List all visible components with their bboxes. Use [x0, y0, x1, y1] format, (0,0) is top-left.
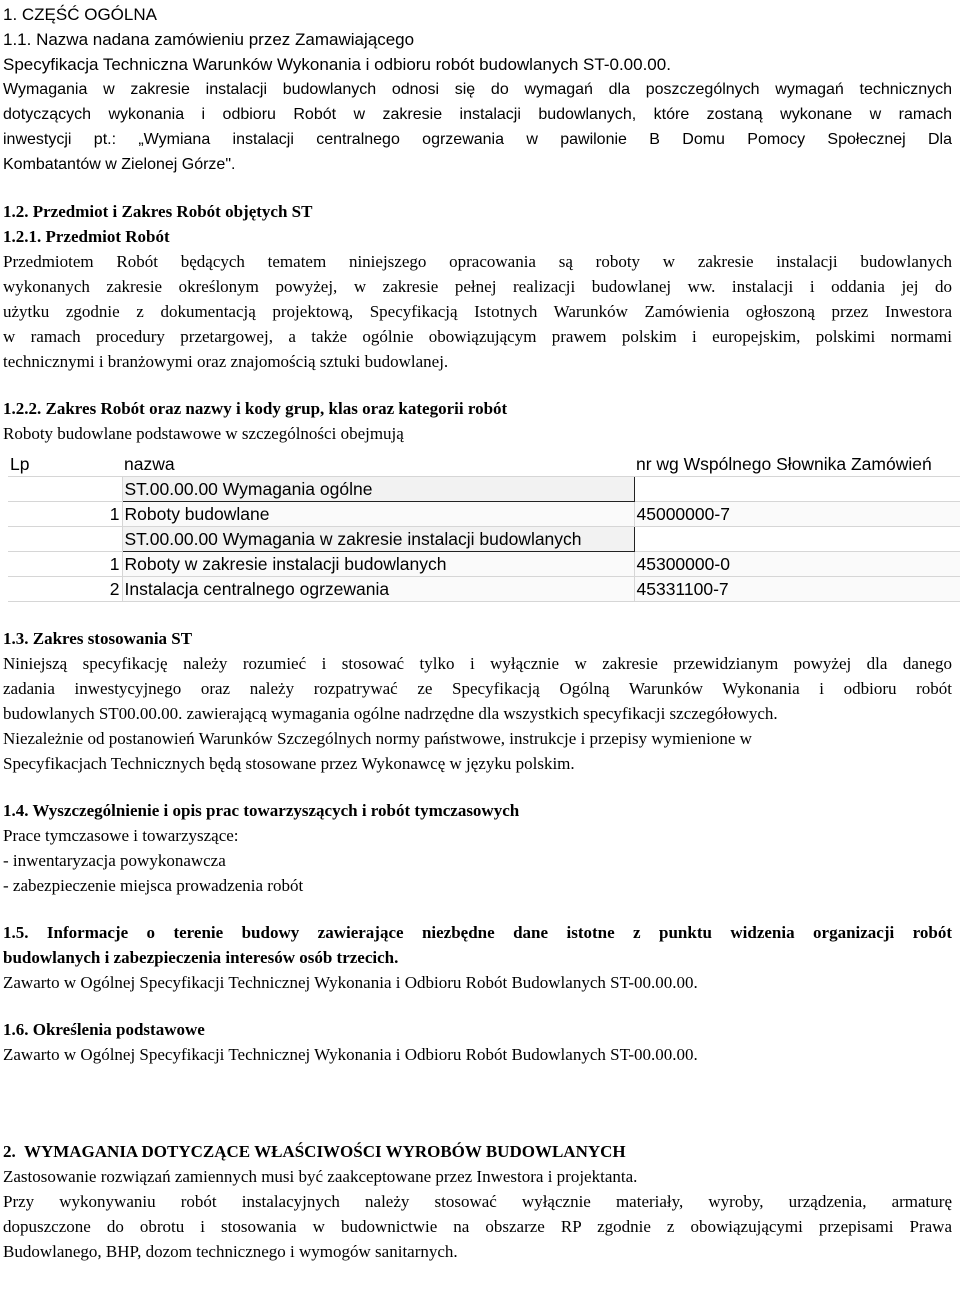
row-name: ST.00.00.00 Wymagania ogólne: [122, 477, 634, 502]
cpv-table: [8, 452, 960, 602]
row-code: 45331100-7: [634, 577, 960, 602]
section-1-5-heading: 1.5. Informacje o terenie budowy zawierające niezbędne dane istotne z punktu widzenia organizacji robót: [3, 923, 952, 942]
paragraph-line: technicznymi i branżowymi oraz znajomością sztuki budowlanej.: [3, 352, 449, 371]
paragraph-line: wykonanych zakresie określonym powyżej, w zakresie pełnej realizacji budowlanej ww. instalacji i oddania jej do: [3, 277, 952, 296]
section-2-line: Zastosowanie rozwiązań zamiennych musi być zaakceptowane przez Inwestora i projektanta.: [3, 1167, 638, 1186]
row-name: Roboty w zakresie instalacji budowlanych: [122, 552, 634, 577]
paragraph-line: Niniejszą specyfikację należy rozumieć i stosować tylko i wyłącznie w zakresie przewidzianym powyżej dla danego: [3, 654, 952, 673]
table-row: [8, 502, 960, 527]
intro-line: Kombatantów w Zielonej Górze".: [3, 156, 236, 173]
row-lp: 1: [8, 552, 122, 577]
intro-line: Wymagania w zakresie instalacji budowlanych odnosi się do wymagań dla poszczególnych wymagań technicznych: [3, 81, 952, 98]
paragraph-line: Przedmiotem Robót będących tematem niniejszego opracowania są roboty w zakresie instalacji budowlanych: [3, 252, 952, 271]
paragraph-line: użytku zgodnie z dokumentacją projektową, Specyfikacją Istotnych Warunków Zamówienia ogłoszoną przez Inwestora: [3, 302, 952, 321]
column-header-name: nazwa: [122, 452, 634, 477]
intro-line: dotyczących wykonania i odbioru Robót w zakresie instalacji budowlanych, które zostaną wykonane w ramach: [3, 106, 952, 123]
list-item: - zabezpieczenie miejsca prowadzenia robót: [3, 876, 304, 895]
list-line: Prace tymczasowe i towarzyszące:: [3, 826, 239, 845]
row-lp: 2: [8, 577, 122, 602]
row-lp: 1: [8, 502, 122, 527]
table-row: [8, 577, 960, 602]
row-code: 45000000-7: [634, 502, 960, 527]
paragraph-line: dopuszczone do obrotu i stosowania w budownictwie na obszarze RP zgodnie z obowiązującymi przepisami Prawa: [3, 1217, 952, 1236]
column-header-lp: Lp: [8, 452, 122, 477]
column-header-code: nr wg Wspólnego Słownika Zamówień: [634, 452, 960, 477]
paragraph-line: Niezależnie od postanowień Warunków Szczególnych normy państwowe, instrukcje i przepisy wymienione w: [3, 729, 752, 748]
section-1-3-heading: 1.3. Zakres stosowania ST: [3, 629, 193, 648]
row-code: [634, 527, 960, 552]
document-page: [3, 2, 952, 1264]
paragraph-line: zadania inwestycyjnego oraz należy rozpatrywać ze Specyfikacją Ogólną Warunków Wykonania i odbioru robót: [3, 679, 952, 698]
section-1-5-text: Zawarto w Ogólnej Specyfikacji Technicznej Wykonania i Odbioru Robót Budowlanych ST-00.00.00.: [3, 973, 698, 992]
paragraph-line: w ramach procedury przetargowej, a także ogólnie obowiązującym prawem polskim i europejskim, polskimi normami: [3, 327, 952, 346]
section-1-1-heading: 1.1. Nazwa nadana zamówieniu przez Zamawiającego: [3, 30, 415, 49]
table-row: [8, 552, 960, 577]
section-1-5-heading: budowlanych i zabezpieczenia interesów osób trzecich.: [3, 948, 399, 967]
section-1-6-heading: 1.6. Określenia podstawowe: [3, 1020, 205, 1039]
section-1-2-heading: 1.2. Przedmiot i Zakres Robót objętych ST: [3, 202, 313, 221]
row-name: ST.00.00.00 Wymagania w zakresie instalacji budowlanych: [122, 527, 634, 552]
section-1-4-heading: 1.4. Wyszczególnienie i opis prac towarzyszących i robót tymczasowych: [3, 801, 520, 820]
row-name: Instalacja centralnego ogrzewania: [122, 577, 634, 602]
intro-line: inwestycji pt.: „Wymiana instalacji centralnego ogrzewania w pawilonie B Domu Pomocy Społecznej Dla: [3, 131, 952, 148]
row-name: Roboty budowlane: [122, 502, 634, 527]
section-1-2-1-heading: 1.2.1. Przedmiot Robót: [3, 227, 170, 246]
table-row: [8, 527, 960, 552]
section-1-heading: 1. CZĘŚĆ OGÓLNA: [3, 5, 157, 24]
paragraph-line: Przy wykonywaniu robót instalacyjnych należy stosować wyłącznie materiały, wyroby, urządzenia, armaturę: [3, 1192, 952, 1211]
row-code: [634, 477, 960, 502]
list-item: - inwentaryzacja powykonawcza: [3, 851, 226, 870]
table-intro: Roboty budowlane podstawowe w szczególności obejmują: [3, 424, 404, 443]
table-row: [8, 477, 960, 502]
row-lp: [8, 527, 122, 552]
row-code: 45300000-0: [634, 552, 960, 577]
section-1-2-2-heading: 1.2.2. Zakres Robót oraz nazwy i kody grup, klas oraz kategorii robót: [3, 399, 508, 418]
paragraph-line: Specyfikacjach Technicznych będą stosowane przez Wykonawcę w języku polskim.: [3, 754, 575, 773]
row-lp: [8, 477, 122, 502]
paragraph-line: Budowlanego, BHP, dozom technicznego i wymogów sanitarnych.: [3, 1242, 458, 1261]
section-2-heading: 2. WYMAGANIA DOTYCZĄCE WŁAŚCIWOŚCI WYROBÓW BUDOWLANYCH: [3, 1142, 626, 1161]
table-header-row: [8, 452, 960, 477]
paragraph-line: budowlanych ST00.00.00. zawierającą wymagania ogólne nadrzędne dla wszystkich specyfikacji szczegółowych.: [3, 704, 778, 723]
section-1-6-text: Zawarto w Ogólnej Specyfikacji Technicznej Wykonania i Odbioru Robót Budowlanych ST-00.00.00.: [3, 1045, 698, 1064]
specification-name: Specyfikacja Techniczna Warunków Wykonania i odbioru robót budowlanych ST-0.00.00.: [3, 55, 671, 74]
